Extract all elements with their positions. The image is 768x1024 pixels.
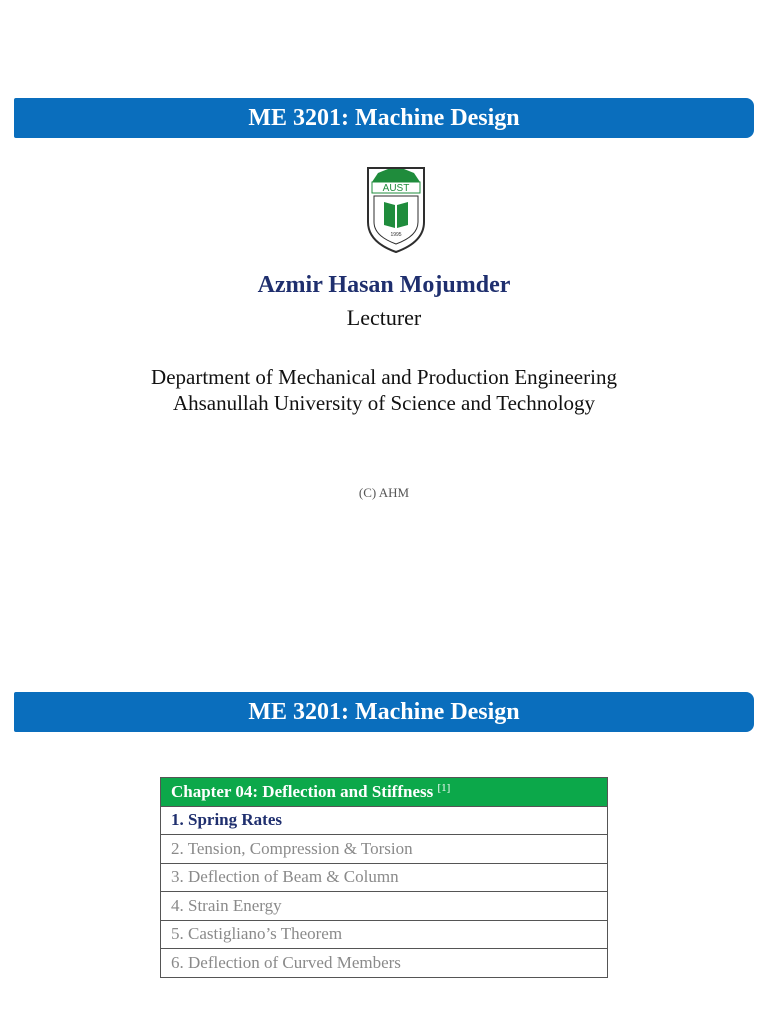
topic-item: 4. Strain Energy <box>161 892 608 921</box>
table-row <box>161 806 608 835</box>
svg-text:1995: 1995 <box>390 232 402 238</box>
slide-title-banner <box>14 98 754 138</box>
table-row <box>161 863 608 892</box>
table-row <box>161 920 608 949</box>
chapter-header-cell <box>161 778 608 807</box>
department-name: Department of Mechanical and Production Engineering <box>151 365 617 389</box>
topic-item: 6. Deflection of Curved Members <box>161 949 608 978</box>
table-row <box>161 949 608 978</box>
table-row <box>161 892 608 921</box>
chapter-title: Chapter 04: Deflection and Stiffness <box>171 781 434 801</box>
reference-marker: [1] <box>437 781 451 794</box>
table-row <box>161 835 608 864</box>
topic-item: 2. Tension, Compression & Torsion <box>161 835 608 864</box>
topic-item-active: 1. Spring Rates <box>161 806 608 835</box>
table-header-row <box>161 778 608 807</box>
chapter-topics-table <box>160 777 608 978</box>
svg-text:AUST: AUST <box>382 183 410 194</box>
copyright-note: (C) AHM <box>358 485 410 500</box>
author-role: Lecturer <box>346 305 422 330</box>
university-logo-icon <box>366 164 426 254</box>
slide-title: ME 3201: Machine Design <box>248 698 520 725</box>
topic-item: 5. Castigliano’s Theorem <box>161 920 608 949</box>
slide-title-banner <box>14 692 754 732</box>
slide-title: ME 3201: Machine Design <box>248 104 520 131</box>
university-name: Ahsanullah University of Science and Technology <box>172 391 596 415</box>
topic-item: 3. Deflection of Beam & Column <box>161 863 608 892</box>
author-name: Azmir Hasan Mojumder <box>257 272 511 298</box>
